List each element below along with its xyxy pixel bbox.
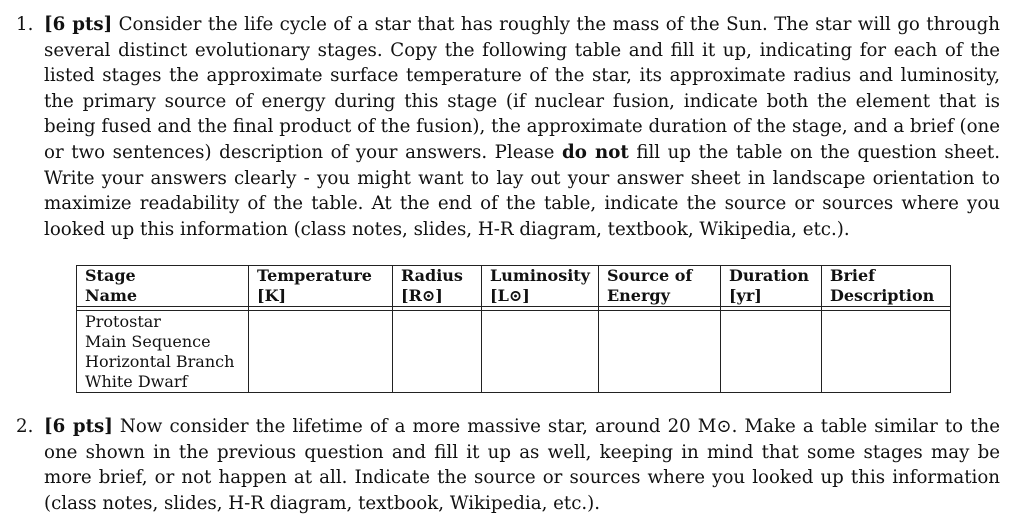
stellar-stages-table bbox=[76, 265, 951, 393]
luminosity-cell bbox=[482, 311, 599, 393]
question-1-text-part-a: Consider the life cycle of a star that has roughly the mass of the Sun. The star will go through several distinct evolutionary stages. Copy the following table and fill it up, indicating for each of the listed stages the approximate surface temperature of the star, its approximate radius and luminosity, the primary source of energy during this stage (if nuclear fusion, indicate both the element that is being fused and the final product of the fusion), the approximate duration of the stage, and a brief (one or two sentences) description of your answers. Please bbox=[44, 14, 1000, 163]
radius-cell bbox=[393, 311, 482, 393]
table-header-row bbox=[77, 266, 951, 307]
stage-horizontal-branch: Horizontal Branch bbox=[85, 352, 235, 371]
stage-protostar: Protostar bbox=[85, 312, 161, 331]
question-1-text bbox=[44, 12, 1000, 242]
header-source-of-energy: Source of Energy bbox=[598, 266, 720, 307]
header-brief-description: Brief Description bbox=[821, 266, 950, 307]
stage-name-cell bbox=[77, 311, 249, 393]
source-of-energy-cell bbox=[598, 311, 720, 393]
question-2-text bbox=[44, 414, 1000, 516]
question-2-text-body: Now consider the lifetime of a more massive star, around 20 M⊙. Make a table similar to the one shown in the previous question and fill it up as well, keeping in mind that some stages may be more brief, or not happen at all. Indicate the source or sources where you looked up this information (class notes, slides, H-R diagram, textbook, Wikipedia, etc.). bbox=[44, 416, 1000, 514]
header-radius: Radius [R⊙] bbox=[393, 266, 482, 307]
header-luminosity: Luminosity [L⊙] bbox=[482, 266, 599, 307]
question-1-text-part-b: fill up the table on the question sheet. Write your answers clearly - you might want to lay out your answer sheet in landscape orientation to maximize readability of the table. At the end of the table, indicate the source or sources where you looked up this information (class notes, slides, H-R diagram, textbook, Wikipedia, etc.). bbox=[44, 141, 1001, 240]
question-1 bbox=[0, 12, 1000, 242]
brief-description-cell bbox=[821, 311, 950, 393]
stage-main-sequence: Main Sequence bbox=[85, 332, 211, 351]
stage-white-dwarf: White Dwarf bbox=[85, 372, 188, 391]
duration-cell bbox=[720, 311, 821, 393]
table-row bbox=[77, 311, 951, 393]
question-2-number: 2. bbox=[16, 416, 34, 437]
question-2-points: [6 pts] bbox=[44, 416, 113, 437]
header-stage-name: Stage Name bbox=[77, 266, 249, 307]
temperature-cell bbox=[249, 311, 393, 393]
header-duration: Duration [yr] bbox=[720, 266, 821, 307]
question-1-points: [6 pts] bbox=[44, 14, 113, 35]
question-1-number: 1. bbox=[16, 14, 34, 35]
question-1-emphasis: do not bbox=[562, 141, 629, 163]
question-2 bbox=[0, 414, 1000, 516]
header-temperature: Temperature [K] bbox=[249, 266, 393, 307]
